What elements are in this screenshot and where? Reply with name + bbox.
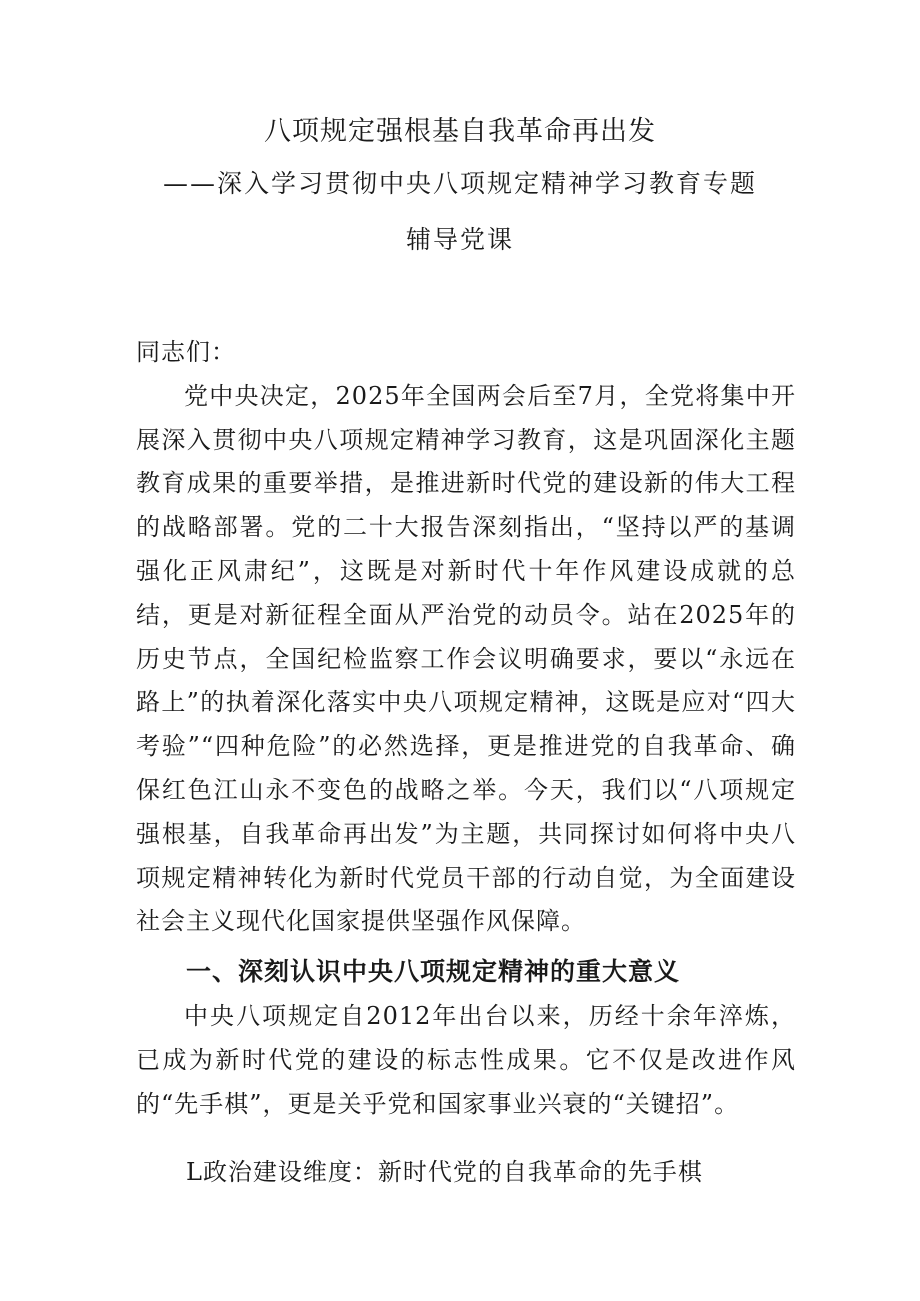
document-subtitle-line-2: 辅导党课 [405,225,514,254]
section-1-paragraph: 中央八项规定自2012年出台以来，历经十余年淬炼，已成为新时代党的建设的标志性成果。它不仅是改进作风的“先手棋”，更是关乎党和国家事业兴衰的“关键招”。 [136,1002,796,1118]
document-subtitle-line-1: ——深入学习贯彻中央八项规定精神学习教育专题 [162,169,757,198]
body-intro [136,331,796,944]
section-1-body [136,994,796,1126]
section-1-heading: 一、深刻认识中央八项规定精神的重大意义 [186,957,681,986]
section-1-subheading: L政治建设维度：新时代党的自我革命的先手棋 [186,1158,703,1186]
document-title: 八项规定强根基自我革命再出发 [264,116,656,147]
title-block [0,108,920,268]
salutation: 同志们： [136,338,236,366]
intro-paragraph: 党中央决定，2025年全国两会后至7月，全党将集中开展深入贯彻中央八项规定精神学习教育，这是巩固深化主题教育成果的重要举措，是推进新时代党的建设新的伟大工程的战略部署。党的二十大报告深刻指出，“坚持以严的基调强化正风肃纪”，这既是对新时代十年作风建设成就的总结，更是对新征程全面从严治党的动员令。站在2025年的历史节点，全国纪检监察工作会议明确要求，要以“永远在路上”的执着深化落实中央八项规定精神，这既是应对“四大考验”“四种危险”的必然选择，更是推进党的自我革命、确保红色江山永不变色的战略之举。今天，我们以“八项规定强根基，自我革命再出发”为主题，共同探讨如何将中央八项规定精神转化为新时代党员干部的行动自觉，为全面建设社会主义现代化国家提供坚强作风保障。 [136,381,796,936]
